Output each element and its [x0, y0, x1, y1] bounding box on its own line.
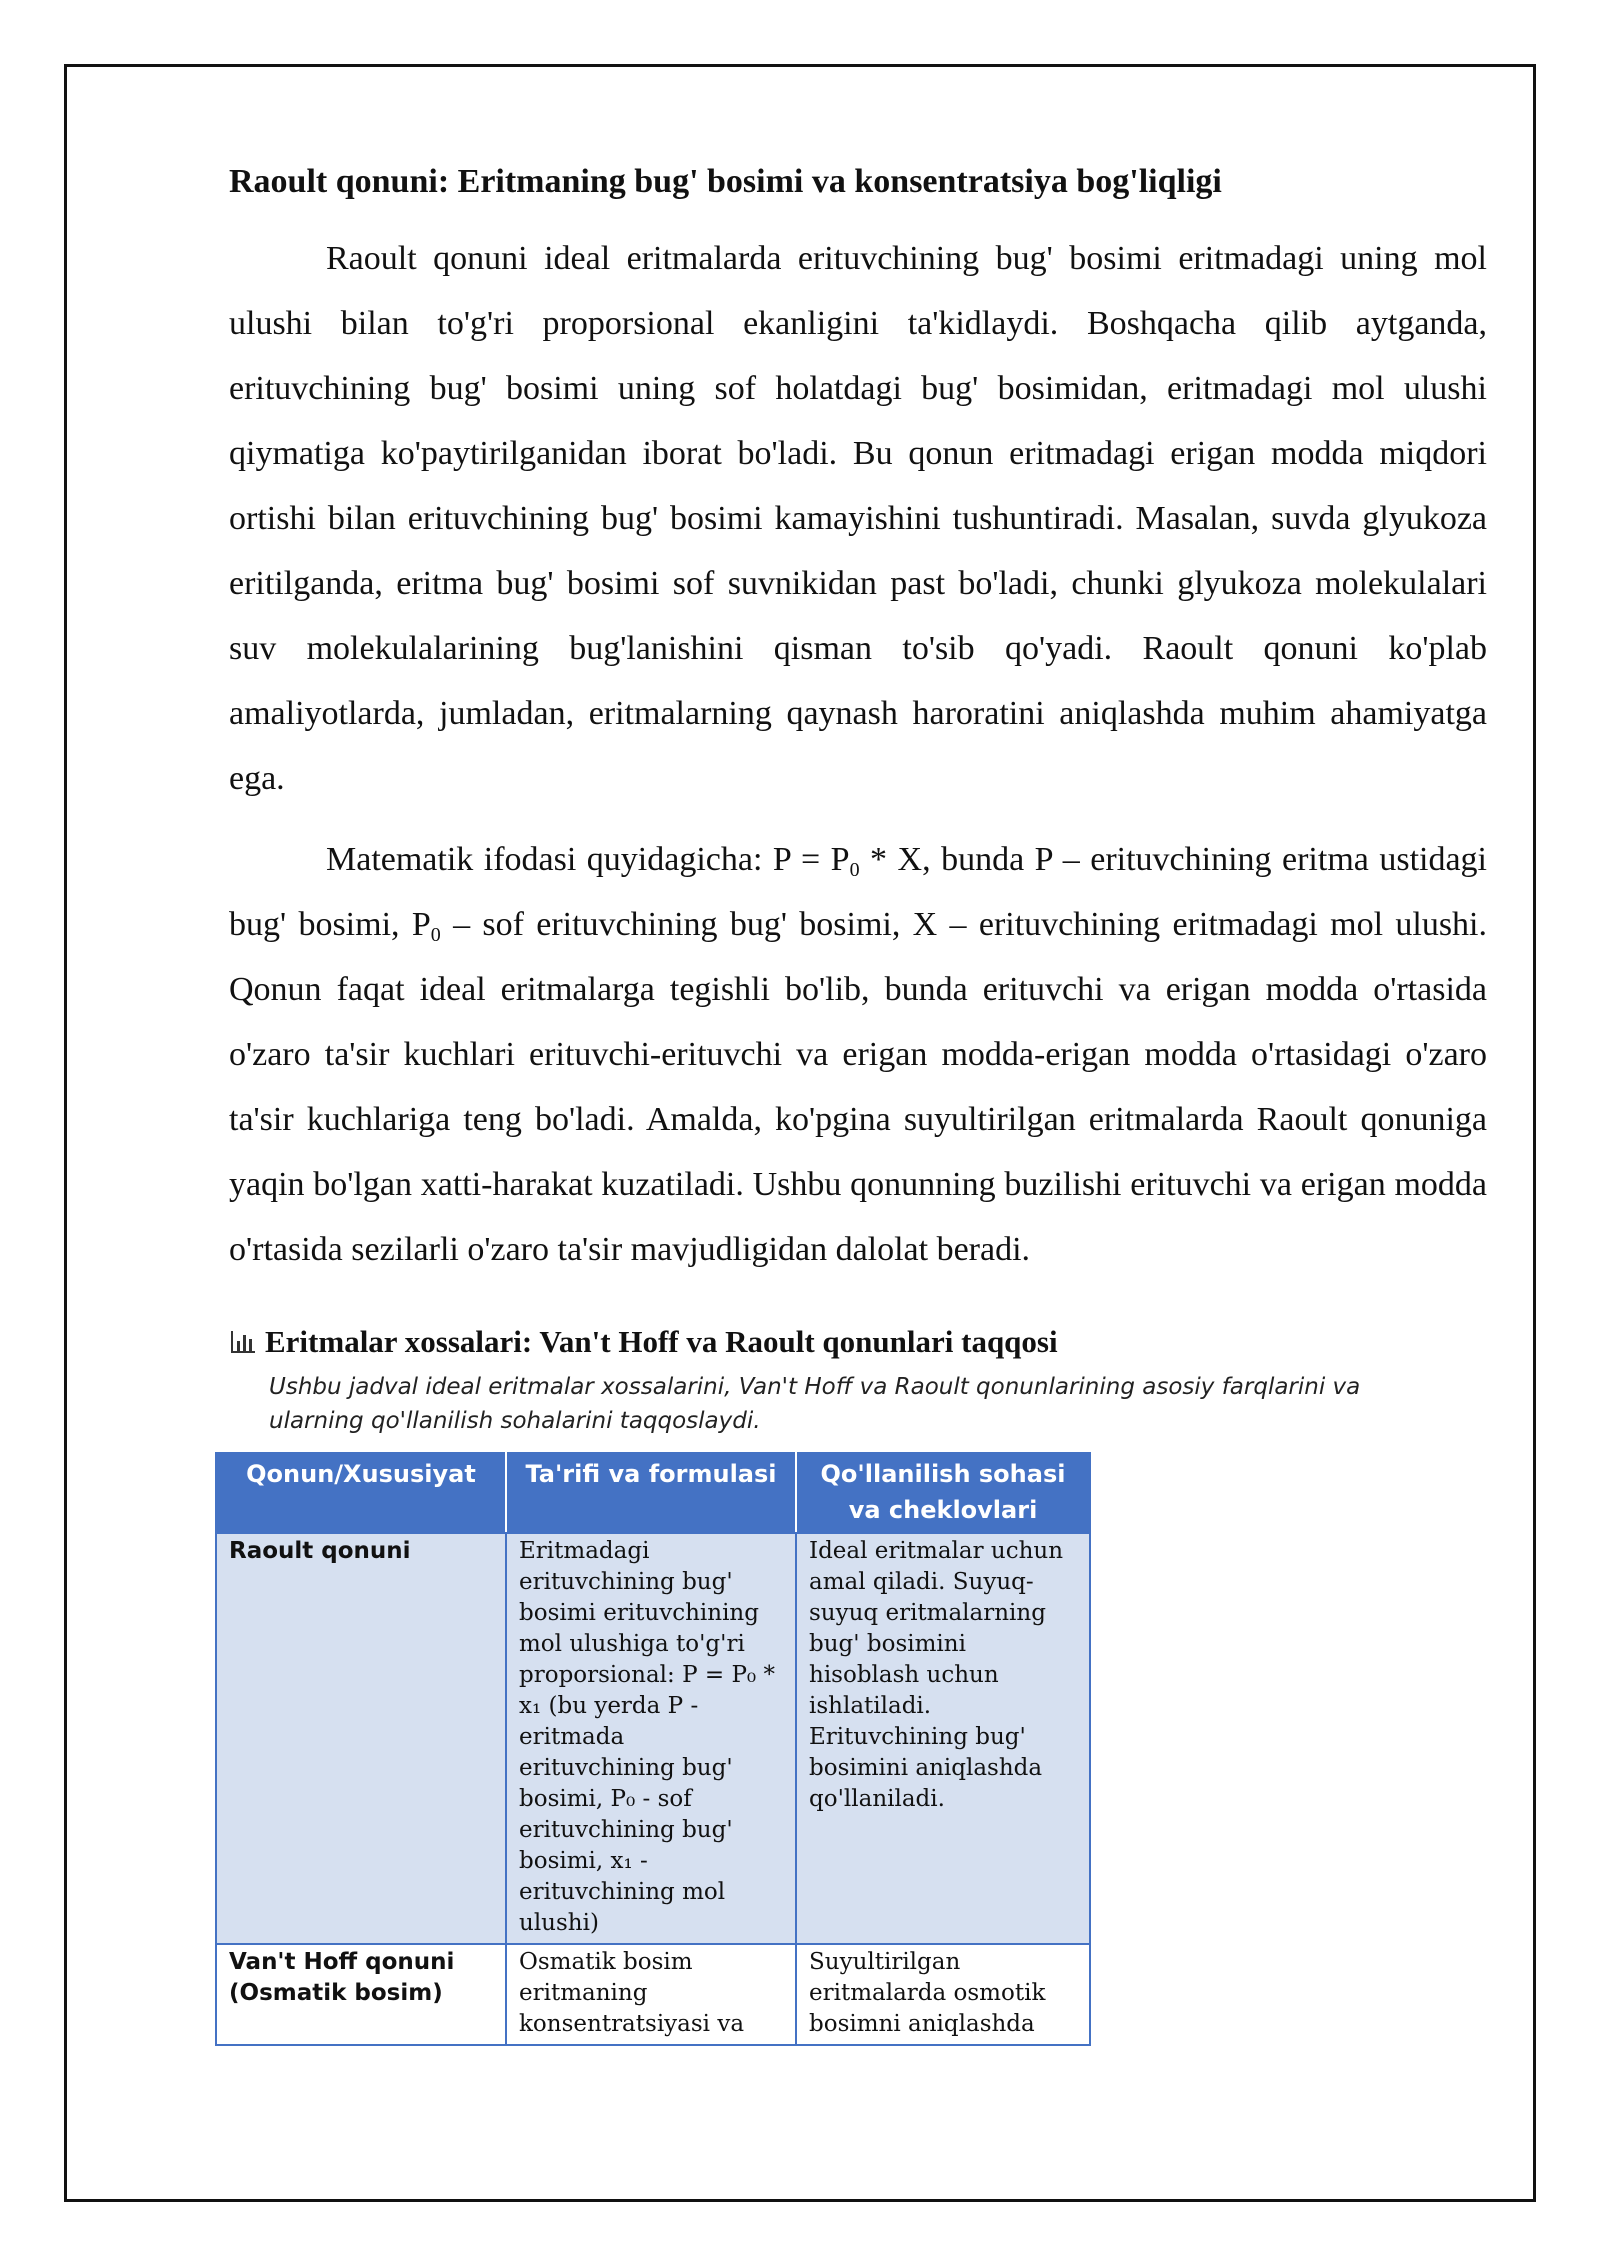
subscript-zero: 0 — [430, 924, 441, 946]
table-header-cell: Qonun/Xususiyat — [216, 1453, 506, 1533]
table-cell-definition — [506, 1944, 796, 2045]
table-header-cell: Ta'rifi va formulasi — [506, 1453, 796, 1533]
document-body — [229, 160, 1487, 2046]
formula-text-3: – sof erituvchining bug' bosimi, X – erituvchining eritmadagi mol ulushi. Qonun faqat ideal eritmalarga tegishli bo'lib, bunda erituvchi va erigan modda o'rtasida o'zaro ta'sir kuchlari erituvchi-erituvchi va erigan modda-erigan modda o'rtasidagi o'zaro ta'sir kuchlariga teng bo'ladi. Amalda, ko'pgina suyultirilgan eritmalarda Raoult qonuniga yaqin bo'lgan xatti-harakat kuzatiladi. Ushbu qonunning buzilishi erituvchi va erigan modda o'rtasida sezilarli o'zaro ta'sir mavjudligidan dalolat beradi. — [229, 906, 1488, 1268]
table-cell-law — [216, 1944, 506, 2045]
table-header-row — [216, 1453, 1090, 1533]
table-cell-law: Raoult qonuni — [216, 1533, 506, 1944]
table-row — [216, 1533, 1090, 1944]
table-cell-definition-text: Osmatik bosim eritmaning konsentratsiyasi va — [519, 1949, 745, 2037]
formula-text-1: Matematik ifodasi quyidagicha: P = P — [326, 841, 850, 878]
comparison-table — [215, 1452, 1091, 2046]
table-title-text: Eritmalar xossalari: Van't Hoff va Raoult qonunlari taqqosi — [265, 1324, 1058, 1359]
table-cell-law-text: Van't Hoff qonuni (Osmatik bosim) — [229, 1949, 455, 2006]
table-title — [229, 1322, 1487, 1362]
subscript-zero: 0 — [849, 859, 860, 881]
table-cell-application: Ideal eritmalar uchun amal qiladi. Suyuq-suyuq eritmalarning bug' bosimini hisoblash uchun ishlatiladi. Erituvchining bug' bosimini aniqlashda qo'llaniladi. — [796, 1533, 1090, 1944]
table-cell-definition: Eritmadagi erituvchining bug' bosimi erituvchining mol ulushiga to'g'ri proporsional: P = P₀ * x₁ (bu yerda P - eritmada erituvchining bug' bosimi, P₀ - sof erituvchining bug' bosimi, x₁ - erituvchining mol ulushi) — [506, 1533, 796, 1944]
section-heading: Raoult qonuni: Eritmaning bug' bosimi va konsentratsiya bog'liqligi — [229, 163, 1222, 200]
paragraph-raoult-formula — [229, 827, 1487, 1282]
table-row — [216, 1944, 1090, 2045]
table-caption: Ushbu jadval ideal eritmalar xossalarini, Van't Hoff va Raoult qonunlarining asosiy farqlarini va ularning qo'llanilish sohalarini taqqoslaydi. — [269, 1374, 1361, 1434]
bar-chart-icon — [231, 1331, 255, 1353]
paragraph-raoult-intro: Raoult qonuni ideal eritmalarda erituvchining bug' bosimi eritmadagi uning mol ulushi bilan to'g'ri proporsional ekanligini ta'kidlaydi. Boshqacha qilib aytganda, erituvchining bug' bosimi uning sof holatdagi bug' bosimidan, eritmadagi mol ulushi qiymatiga ko'paytirilganidan iborat bo'ladi. Bu qonun eritmadagi erigan modda miqdori ortishi bilan erituvchining bug' bosimi kamayishini tushuntiradi. Masalan, suvda glyukoza eritilganda, eritma bug' bosimi sof suvnikidan past bo'ladi, chunki glyukoza molekulalari suv molekulalarining bug'lanishini qisman to'sib qo'yadi. Raoult qonuni ko'plab amaliyotlarda, jumladan, eritmalarning qaynash haroratini aniqlashda muhim ahamiyatga ega. — [229, 240, 1487, 797]
table-cell-application — [796, 1944, 1090, 2045]
formula-text-2: * X, bunda P – erituvchining eritma ustidagi bug' bosimi, P — [229, 841, 1487, 943]
table-cell-application-text: Suyultirilgan eritmalarda osmotik bosimni aniqlashda — [809, 1949, 1046, 2037]
table-header-cell: Qo'llanilish sohasi va cheklovlari — [796, 1453, 1090, 1533]
